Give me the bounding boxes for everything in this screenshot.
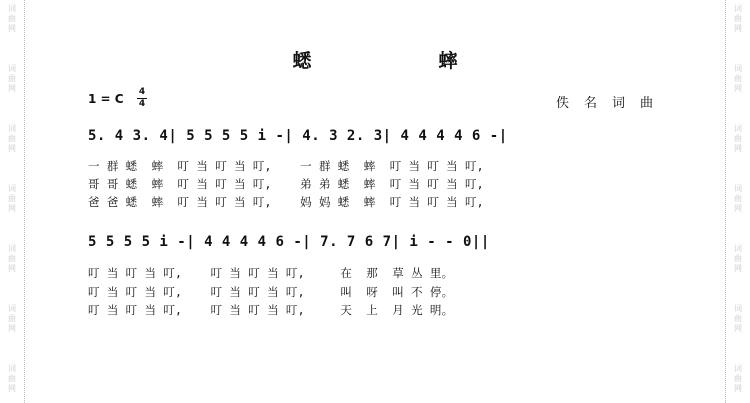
watermark-left-2: 词 曲 网 xyxy=(8,64,16,93)
watermark-left-4: 词 曲 网 xyxy=(8,184,16,213)
time-signature xyxy=(137,88,147,109)
notation-line-2: 5 5 5 5 i -| 4 4 4 4 6 -| 7. 7 6 7| i - - 0|| xyxy=(88,234,490,250)
notation-line-1: 5. 4 3. 4| 5 5 5 5 i -| 4. 3 2. 3| 4 4 4 4 6 -| xyxy=(88,128,508,144)
watermark-right-5: 词 曲 网 xyxy=(734,244,742,273)
key-signature: 1 = C xyxy=(88,92,124,106)
watermark-left-1: 词 曲 网 xyxy=(8,4,16,33)
lyrics-line-2-verse-2: 叮 当 叮 当 叮, 叮 当 叮 当 叮, 叫 呀 叫 不 停。 xyxy=(88,285,454,299)
author-credit: 佚名词曲 xyxy=(556,96,669,111)
watermark-right-2: 词 曲 网 xyxy=(734,64,742,93)
meter-numerator: 4 xyxy=(138,87,146,97)
watermark-left-5: 词 曲 网 xyxy=(8,244,16,273)
lyrics-line-1-verse-2: 哥 哥 蟋 蟀 叮 当 叮 当 叮, 弟 弟 蟋 蟀 叮 当 叮 当 叮, xyxy=(88,177,484,191)
watermark-left-7: 词 曲 网 xyxy=(8,364,16,393)
watermark-right-6: 词 曲 网 xyxy=(734,304,742,333)
lyrics-line-2-verse-3: 叮 当 叮 当 叮, 叮 当 叮 当 叮, 天 上 月 光 明。 xyxy=(88,303,454,317)
watermark-right-3: 词 曲 网 xyxy=(734,124,742,153)
lyrics-line-1-verse-3: 爸 爸 蟋 蟀 叮 当 叮 当 叮, 妈 妈 蟋 蟀 叮 当 叮 当 叮, xyxy=(88,195,484,209)
song-title: 蟋 蟀 xyxy=(292,50,512,72)
watermark-right-4: 词 曲 网 xyxy=(734,184,742,213)
watermark-left-3: 词 曲 网 xyxy=(8,124,16,153)
lyrics-line-1-verse-1: 一 群 蟋 蟀 叮 当 叮 当 叮, 一 群 蟋 蟀 叮 当 叮 当 叮, xyxy=(88,159,484,173)
watermark-right-1: 词 曲 网 xyxy=(734,4,742,33)
lyrics-line-2-verse-1: 叮 当 叮 当 叮, 叮 当 叮 当 叮, 在 那 草 丛 里。 xyxy=(88,266,454,280)
meter-denominator: 4 xyxy=(138,99,146,109)
watermark-right-7: 词 曲 网 xyxy=(734,364,742,393)
watermark-left-6: 词 曲 网 xyxy=(8,304,16,333)
